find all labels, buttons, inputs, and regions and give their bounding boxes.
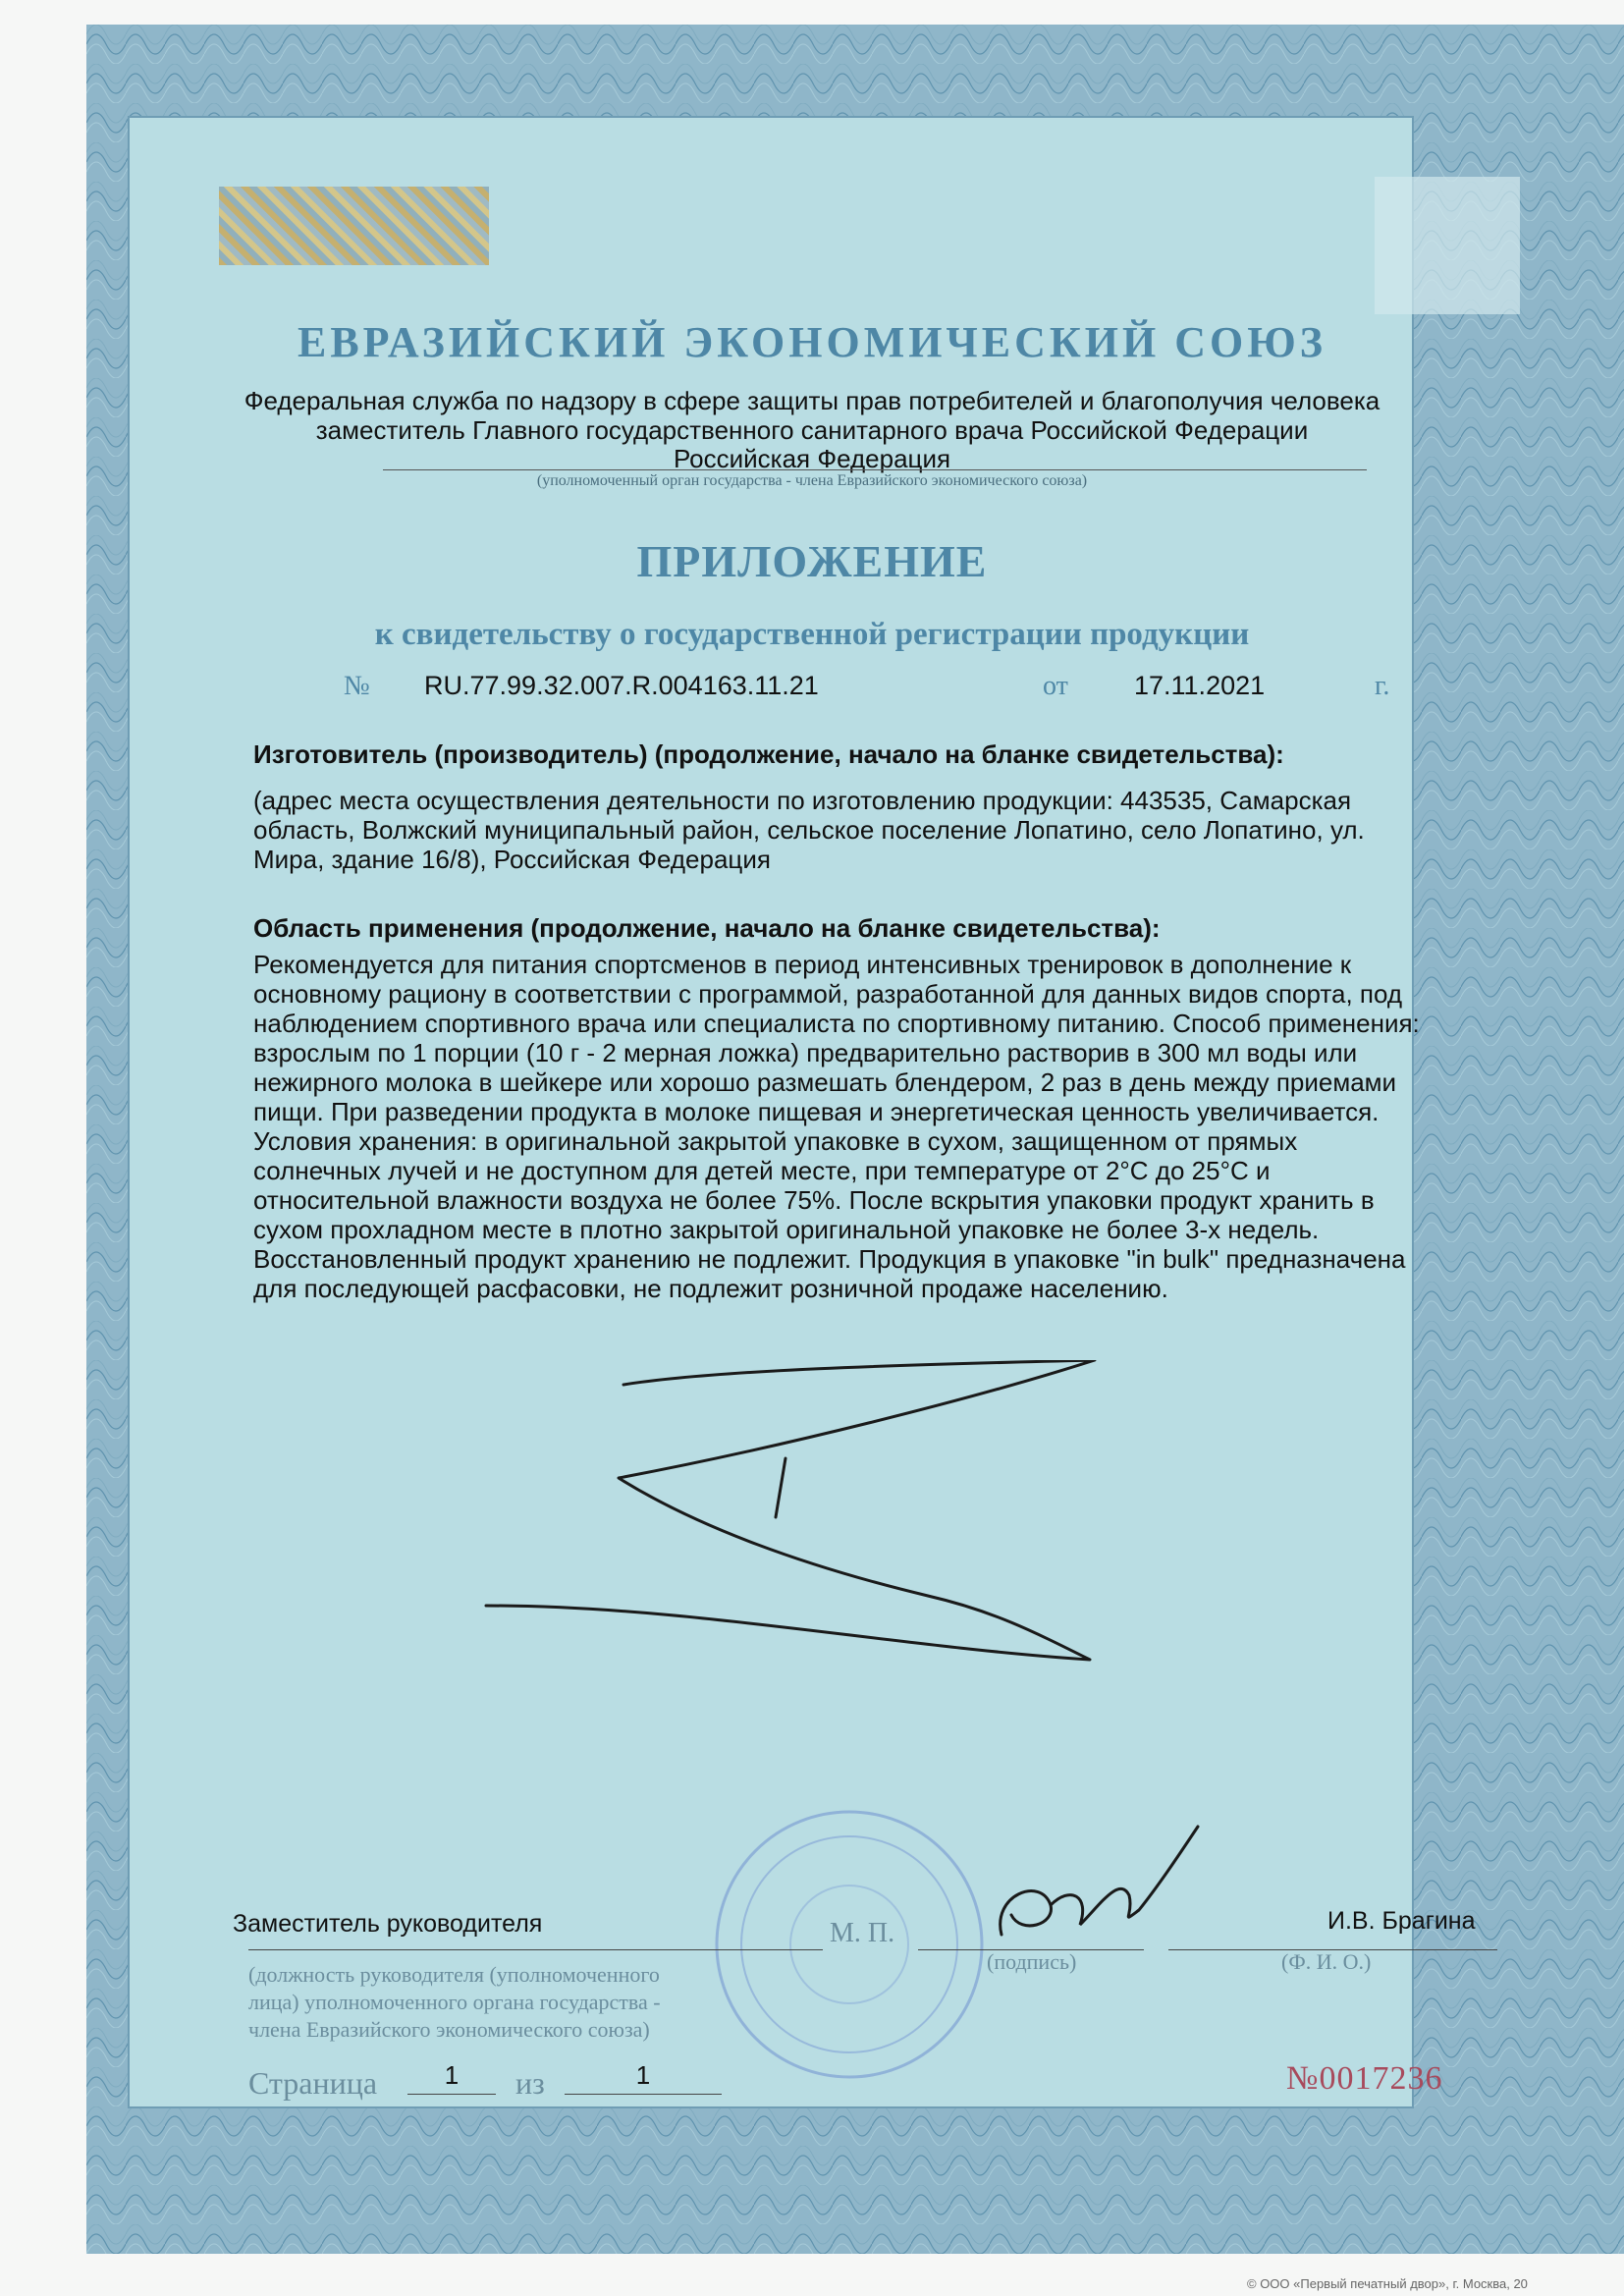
scope-line: основному рациону в соответствии с программой, разработанной для данных видов спорта, под [253,979,1403,1009]
certificate-number: RU.77.99.32.007.R.004163.11.21 [424,671,819,700]
page-label: Страница [248,2065,378,2101]
scope-line: наблюдением спортивного врача или специалиста по спортивному питанию. Способ применения: [253,1009,1420,1038]
signatory-position: Заместитель руководителя [233,1910,543,1938]
appendix-subtitle: к свидетельству о государственной регистрации продукции [374,617,1250,652]
scope-line: для последующей расфасовки, не подлежит розничной продаже населению. [253,1274,1168,1303]
address-line: Мира, здание 16/8), Российская Федерация [253,845,771,874]
page-number: 1 [444,2060,460,2090]
scope-line: взрослым по 1 порции (10 г - 2 мерная ложка) предварительно растворив в 300 мл воды или [253,1038,1358,1067]
stamp-label: М. П. [830,1918,895,1948]
certificate-date: 17.11.2021 [1134,671,1266,700]
union-title: ЕВРАЗИЙСКИЙ ЭКОНОМИЧЕСКИЙ СОЮЗ [297,318,1327,366]
appendix-title: ПРИЛОЖЕНИЕ [636,536,988,586]
authority-caption: (уполномоченный орган государства - члена Евразийского экономического союза) [536,472,1088,489]
position-caption-line: члена Евразийского экономического союза) [248,2017,650,2042]
position-rule [248,1949,823,1950]
position-caption [248,1961,818,2044]
manufacturer-address [253,786,1505,874]
date-label: от [1043,671,1068,701]
scope-line: относительной влажности воздуха не более 75%. После вскрытия упаковки продукт хранить в [253,1185,1375,1215]
scope-line: Условия хранения: в оригинальной закрытой упаковке в сухом, защищенном от прямых [253,1126,1298,1156]
signatory-name: И.В. Брагина [1327,1907,1476,1935]
year-suffix: г. [1375,671,1390,701]
page-total: 1 [635,2060,651,2090]
position-caption-line: лица) уполномоченного органа государства - [248,1990,661,2014]
security-panel [1375,177,1520,314]
scope-line: Рекомендуется для питания спортсменов в период интенсивных тренировок в дополнение к [253,950,1352,979]
signature-caption: (подпись) [987,1949,1077,1974]
address-line: (адрес места осуществления деятельности по изготовлению продукции: 443535, Самарская [253,786,1352,815]
authority-line-3: Российская Федерация [673,444,951,473]
address-line: область, Волжский муниципальный район, сельское поселение Лопатино, село Лопатино, ул. [253,815,1365,845]
name-caption: (Ф. И. О.) [1281,1949,1372,1974]
authority-rule [383,469,1367,470]
scope-line: сухом прохладном месте в плотно закрытой оригинальной упаковке не более 3-х недель. [253,1215,1320,1244]
hologram-seal [219,187,489,265]
manufacturer-heading: Изготовитель (производитель) (продолжение, начало на бланке свидетельства): [253,739,1284,769]
scope-line: пищи. При разведении продукта в молоке пищевая и энергетическая ценность увеличивается. [253,1097,1380,1126]
authority-line-2: заместитель Главного государственного санитарного врача Российской Федерации [315,415,1309,445]
position-caption-line: (должность руководителя (уполномоченного [248,1962,660,1987]
scope-line: нежирного молока в шейкере или хорошо размешать блендером, 2 раз в день между приемами [253,1067,1397,1097]
handwritten-signature-large [481,1360,1110,1665]
scope-text [253,950,1505,1303]
of-label: из [515,2065,545,2101]
authority-line-1: Федеральная служба по надзору в сфере защиты прав потребителей и благополучия человека [244,386,1380,415]
page-total-rule [565,2094,722,2095]
scope-heading: Область применения (продолжение, начало на бланке свидетельства): [253,913,1161,943]
scope-line: Восстановленный продукт хранению не подлежит. Продукция в упаковке "in bulk" предназначена [253,1244,1406,1274]
printer-footer: © ООО «Первый печатный двор», г. Москва, 20 [1247,2276,1528,2291]
number-label: № [344,671,370,701]
serial-number: №0017236 [1286,2060,1443,2097]
scope-line: солнечных лучей и не доступном для детей месте, при температуре от 2°С до 25°С и [253,1156,1271,1185]
page-number-rule [407,2094,496,2095]
